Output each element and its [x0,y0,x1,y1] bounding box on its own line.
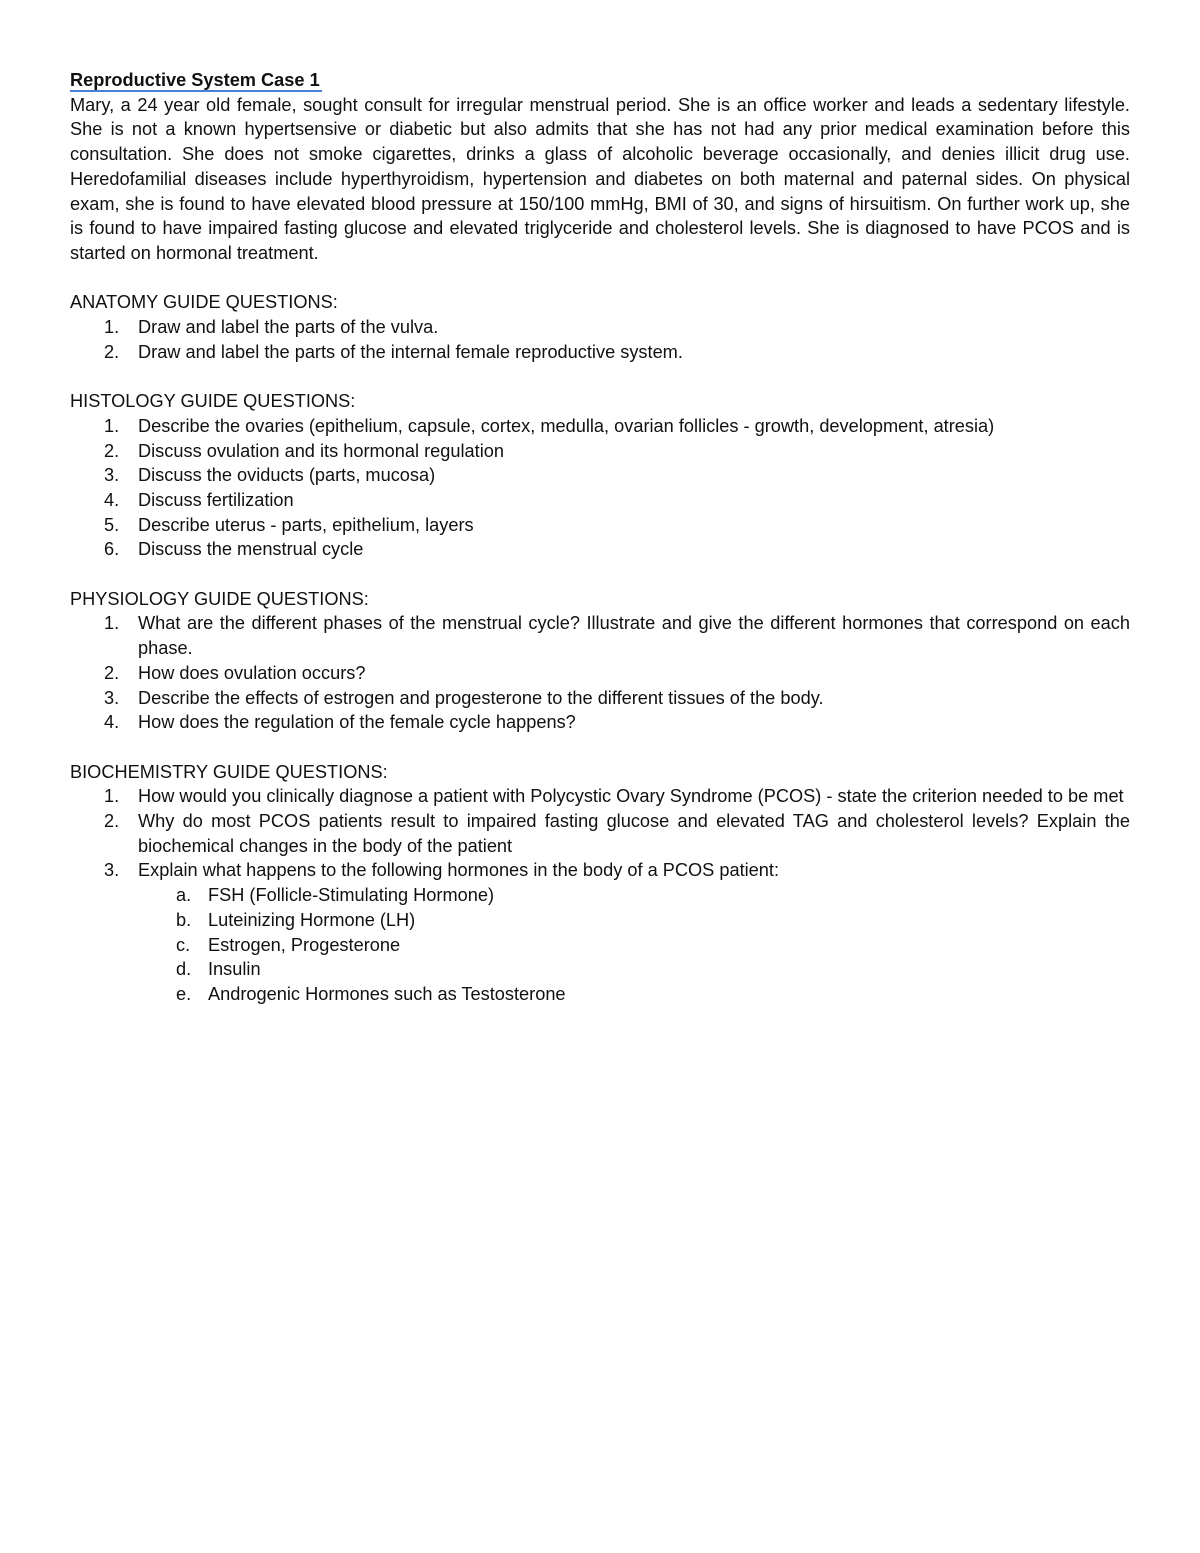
physiology-heading: PHYSIOLOGY GUIDE QUESTIONS: [70,588,369,609]
list-item [70,686,1130,711]
list-item [70,463,1130,488]
list-text: Explain what happens to the following hormones in the body of a PCOS patient: [138,860,780,881]
list-number: 1. [104,786,120,807]
list-number: 1. [104,415,120,436]
list-number: 1. [104,317,120,338]
sublist-text: Luteinizing Hormone (LH) [208,909,416,930]
list-text: Discuss the oviducts (parts, mucosa) [138,465,436,486]
list-item [70,611,1130,660]
sublist-text: Androgenic Hormones such as Testosterone [208,983,566,1004]
hormone-sublist [138,883,1130,1007]
physiology-list [70,611,1130,735]
anatomy-list [70,315,1130,364]
list-text: Why do most PCOS patients result to impaired fasting glucose and elevated TAG and cholesterol levels? Explain the biochemical changes in the body of the patient [138,811,1130,856]
sublist-letter: c. [176,934,191,955]
sublist-letter: d. [176,959,192,980]
sublist-item [70,957,1130,982]
list-number: 3. [104,687,120,708]
sublist-text: Estrogen, Progesterone [208,934,401,955]
list-number: 5. [104,514,120,535]
list-text: Discuss ovulation and its hormonal regulation [138,440,504,461]
anatomy-section [70,290,1130,364]
sublist-letter: a. [176,885,192,906]
list-item [70,439,1130,464]
document-title [70,68,320,93]
list-text: Describe uterus - parts, epithelium, layers [138,514,474,535]
list-item [70,513,1130,538]
list-item [70,858,1130,1006]
list-text: Draw and label the parts of the vulva. [138,317,439,338]
list-number: 3. [104,465,120,486]
case-description: Mary, a 24 year old female, sought consult for irregular menstrual period. She is an office worker and leads a sedentary lifestyle. She is not a known hypertsensive or diabetic but also admits that she has not had any prior medical examination before this consultation. She does not smoke cigarettes, drinks a glass of alcoholic beverage occasionally, and denies illicit drug use. Heredofamilial diseases include hyperthyroidism, hypertension and diabetes on both maternal and paternal sides. On physical exam, she is found to have elevated blood pressure at 150/100 mmHg, BMI of 30, and signs of hirsuitism. On further work up, she is found to have impaired fasting glucose and elevated triglyceride and cholesterol levels. She is diagnosed to have PCOS and is started on hormonal treatment. [70,94,1130,263]
histology-heading: HISTOLOGY GUIDE QUESTIONS: [70,391,356,412]
anatomy-heading: ANATOMY GUIDE QUESTIONS: [70,292,338,313]
list-number: 2. [104,662,120,683]
list-item [70,315,1130,340]
list-item [70,340,1130,365]
list-text: How does the regulation of the female cycle happens? [138,712,576,733]
list-item [70,809,1130,858]
list-number: 4. [104,489,120,510]
list-item [70,710,1130,735]
list-text: Discuss fertilization [138,489,294,510]
list-number: 6. [104,539,120,560]
list-item [70,414,1130,439]
list-text: What are the different phases of the menstrual cycle? Illustrate and give the different hormones that correspond on each phase. [138,613,1130,659]
list-text: Describe the ovaries (epithelium, capsule, cortex, medulla, ovarian follicles - growth, development, atresia) [138,415,995,436]
physiology-section [70,587,1130,735]
histology-section [70,389,1130,562]
list-item [70,784,1130,809]
list-item [70,488,1130,513]
sublist-text: Insulin [208,959,261,980]
list-number: 3. [104,860,120,881]
biochemistry-list [70,784,1130,1006]
list-text: Draw and label the parts of the internal female reproductive system. [138,341,683,362]
list-text: How would you clinically diagnose a patient with Polycystic Ovary Syndrome (PCOS) - state the criterion needed to be met [138,786,1124,807]
sublist-text: FSH (Follicle-Stimulating Hormone) [208,885,495,906]
list-item [70,537,1130,562]
title-underline [70,90,322,92]
list-number: 2. [104,341,120,362]
document-title-text: Reproductive System Case 1 [70,70,320,90]
list-text: Discuss the menstrual cycle [138,539,364,560]
list-text: How does ovulation occurs? [138,662,366,683]
sublist-item [70,883,1130,908]
biochemistry-section [70,760,1130,1007]
biochemistry-heading: BIOCHEMISTRY GUIDE QUESTIONS: [70,761,388,782]
sublist-letter: e. [176,983,192,1004]
list-text: Describe the effects of estrogen and progesterone to the different tissues of the body. [138,687,824,708]
histology-list [70,414,1130,562]
document-page [70,68,1130,1007]
list-item [70,661,1130,686]
sublist-item [70,982,1130,1007]
sublist-item [70,908,1130,933]
sublist-item [70,933,1130,958]
list-number: 2. [104,440,120,461]
list-number: 2. [104,811,120,832]
sublist-letter: b. [176,909,192,930]
list-number: 1. [104,613,120,634]
list-number: 4. [104,712,120,733]
